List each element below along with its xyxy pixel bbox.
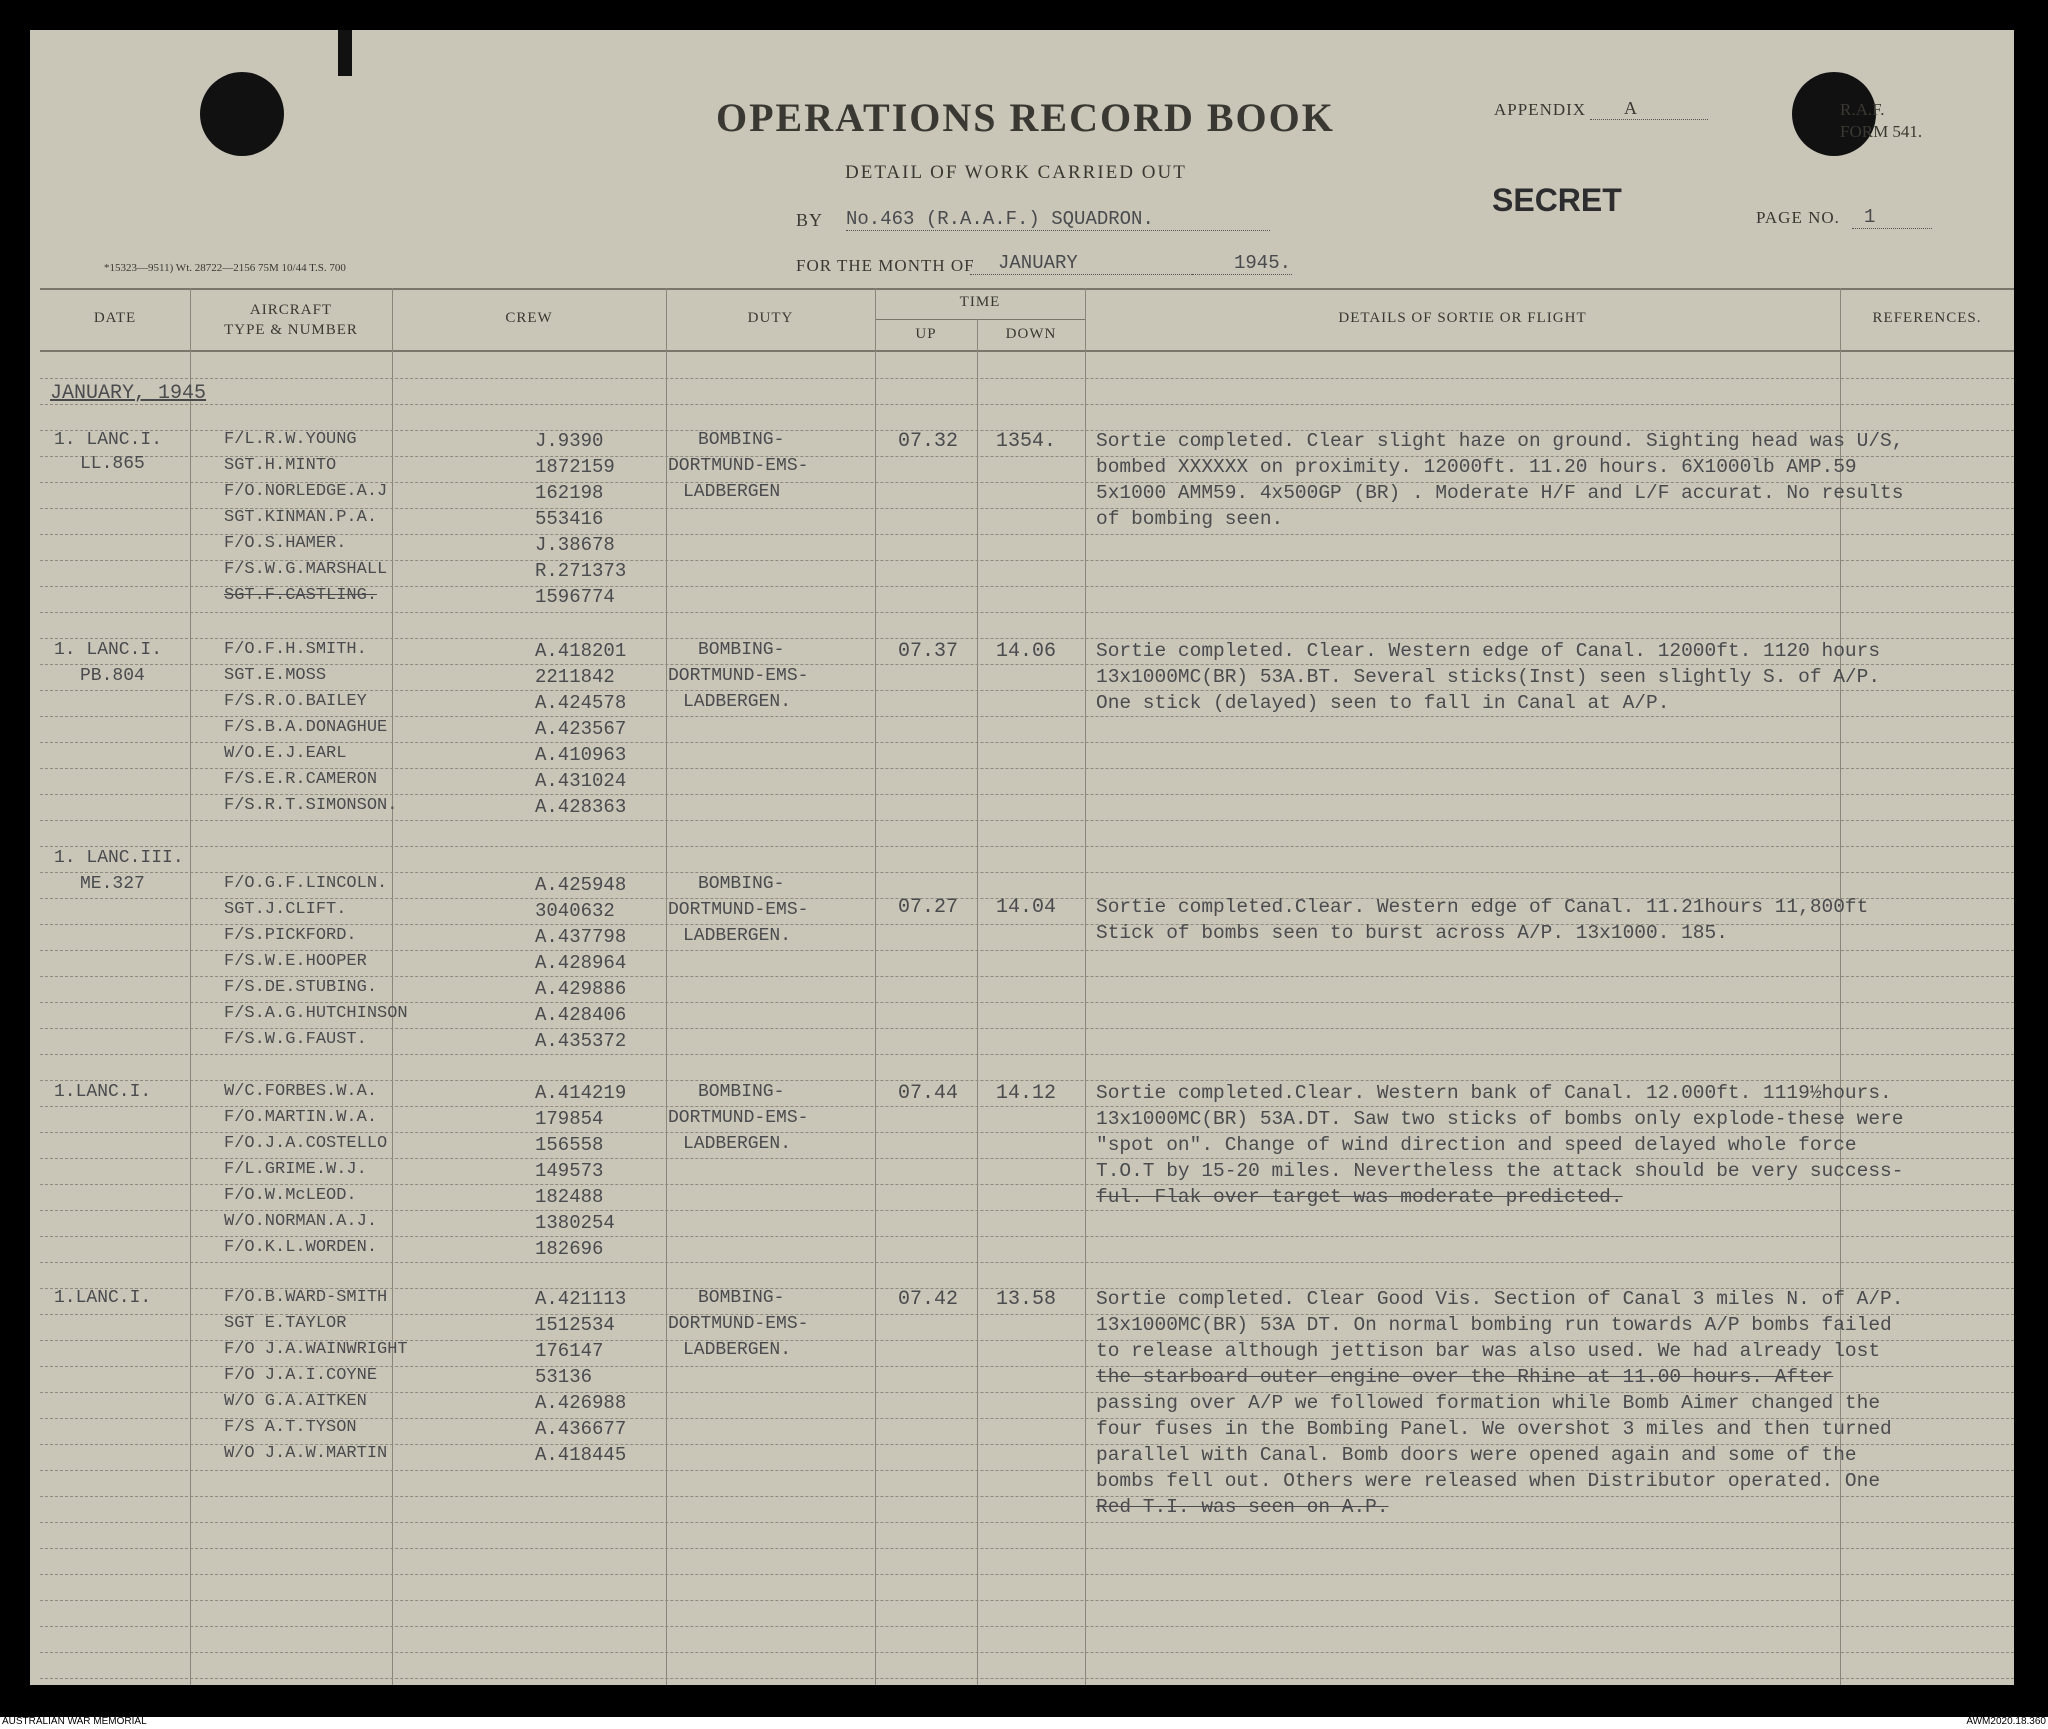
page-number-label: PAGE NO.	[1756, 208, 1840, 227]
time-up: 07.44	[898, 1082, 959, 1105]
duty-line: BOMBING-	[698, 430, 785, 450]
crew-name: F/S.B.A.DONAGHUE	[224, 718, 388, 737]
print-code: *15323—9511) Wt. 28722—2156 75M 10/44 T.S. 700	[104, 262, 346, 274]
crew-service-number: A.436677	[535, 1418, 627, 1440]
crew-name: F/O.W.McLEOD.	[224, 1186, 357, 1205]
duty-line: LADBERGEN.	[683, 692, 792, 712]
time-down: 13.58	[996, 1288, 1057, 1311]
crew-name: F/S.W.G.MARSHALL	[224, 560, 388, 579]
ruled-line	[40, 820, 2014, 821]
page-subtitle: DETAIL OF WORK CARRIED OUT	[845, 162, 1187, 183]
ruled-line	[40, 1210, 2014, 1211]
sortie-detail-line: Stick of bombs seen to burst across A/P. 13x1000. 185.	[1096, 922, 1728, 944]
ruled-line	[40, 1548, 2014, 1549]
col-divider	[392, 288, 393, 1685]
crew-service-number: A.418201	[535, 640, 627, 662]
ruled-line	[40, 1158, 2014, 1159]
time-up: 07.32	[898, 430, 959, 453]
ruled-line	[40, 1028, 2014, 1029]
crew-service-number: A.431024	[535, 770, 627, 792]
ruled-line	[40, 1054, 2014, 1055]
crew-name: SGT.H.MINTO	[224, 456, 337, 475]
ruled-line	[40, 872, 2014, 873]
ruled-line	[40, 1574, 2014, 1575]
time-down: 14.06	[996, 640, 1057, 663]
crew-service-number: 2211842	[535, 666, 615, 688]
ruled-line	[40, 638, 2014, 639]
ruled-line	[40, 976, 2014, 977]
sortie-detail-line: Sortie completed. Clear. Western edge of Canal. 12000ft. 1120 hours	[1096, 640, 1881, 662]
ruled-line	[40, 742, 2014, 743]
col-divider	[1085, 288, 1086, 1685]
ruled-line	[40, 794, 2014, 795]
duty-line: LADBERGEN.	[683, 926, 792, 946]
ruled-line	[40, 716, 2014, 717]
crew-name: F/O.J.A.COSTELLO	[224, 1134, 388, 1153]
col-divider	[666, 288, 667, 1685]
crew-name: F/S.A.G.HUTCHINSON	[224, 1004, 408, 1023]
crew-service-number: 553416	[535, 508, 604, 530]
crew-name: F/L.GRIME.W.J.	[224, 1160, 367, 1179]
crew-name: F/O J.A.I.COYNE	[224, 1366, 378, 1385]
ruled-line	[40, 846, 2014, 847]
ruled-line	[40, 1626, 2014, 1627]
crew-name: F/S.E.R.CAMERON	[224, 770, 378, 789]
crew-name: F/O.NORLEDGE.A.J	[224, 482, 388, 501]
column-header-details: DETAILS OF SORTIE OR FLIGHT	[1338, 310, 1587, 326]
crew-name: SGT.F.CASTLING.	[224, 586, 378, 605]
crew-name: W/O J.A.W.MARTIN	[224, 1444, 388, 1463]
crew-name: F/S.PICKFORD.	[224, 926, 357, 945]
sortie-detail-line: bombed XXXXXX on proximity. 12000ft. 11.20 hours. 6X1000lb AMP.59	[1096, 456, 1857, 478]
crew-name: W/C.FORBES.W.A.	[224, 1082, 378, 1101]
crew-service-number: 3040632	[535, 900, 615, 922]
crew-name: F/S.W.G.FAUST.	[224, 1030, 367, 1049]
entry-date-aircraft: 1.LANC.I.	[54, 1288, 152, 1308]
crew-service-number: 1872159	[535, 456, 615, 478]
raf-label: R.A.F.	[1840, 100, 1885, 119]
crew-service-number: 149573	[535, 1160, 604, 1182]
ruled-line	[40, 1600, 2014, 1601]
crew-service-number: 1596774	[535, 586, 615, 608]
entry-aircraft-number: PB.804	[80, 666, 145, 686]
month-label: FOR THE MONTH OF	[796, 256, 975, 275]
ruled-line	[40, 1106, 2014, 1107]
sortie-detail-line: One stick (delayed) seen to fall in Canal at A/P.	[1096, 692, 1670, 714]
page-title: OPERATIONS RECORD BOOK	[716, 95, 1335, 140]
sortie-detail-line: 5x1000 AMM59. 4x500GP (BR) . Moderate H/F and L/F accurat. No results	[1096, 482, 1904, 504]
sortie-detail-line: four fuses in the Bombing Panel. We overshot 3 miles and then turned	[1096, 1418, 1892, 1440]
duty-line: DORTMUND-EMS-	[668, 1314, 809, 1334]
record-sheet	[30, 30, 2014, 1685]
ruled-line	[40, 612, 2014, 613]
crew-service-number: A.425948	[535, 874, 627, 896]
duty-line: DORTMUND-EMS-	[668, 666, 809, 686]
crew-name: W/O.E.J.EARL	[224, 744, 347, 763]
crew-service-number: 1380254	[535, 1212, 615, 1234]
duty-line: BOMBING-	[698, 1288, 785, 1308]
col-divider	[190, 288, 191, 1685]
sortie-detail-line: Sortie completed. Clear Good Vis. Section of Canal 3 miles N. of A/P.	[1096, 1288, 1904, 1310]
crew-service-number: J.38678	[535, 534, 615, 556]
crew-name: F/O.S.HAMER.	[224, 534, 347, 553]
column-header-references: REFERENCES.	[1872, 310, 1982, 326]
entry-aircraft-number: ME.327	[80, 874, 145, 894]
crew-name: SGT.KINMAN.P.A.	[224, 508, 378, 527]
crew-name: F/O J.A.WAINWRIGHT	[224, 1340, 408, 1359]
sortie-detail-line: passing over A/P we followed formation while Bomb Aimer changed the	[1096, 1392, 1881, 1414]
crew-service-number: 176147	[535, 1340, 604, 1362]
form-number: FORM 541.	[1840, 122, 1923, 141]
crew-service-number: 182488	[535, 1186, 604, 1208]
archive-footer	[0, 1717, 2048, 1729]
crew-service-number: A.421113	[535, 1288, 627, 1310]
ruled-line	[40, 378, 2014, 379]
squadron-name: No.463 (R.A.A.F.) SQUADRON.	[846, 208, 1270, 231]
crew-service-number: 162198	[535, 482, 604, 504]
time-up: 07.27	[898, 896, 959, 919]
crew-service-number: A.410963	[535, 744, 627, 766]
appendix-value: A	[1590, 98, 1708, 120]
crew-name: F/O.MARTIN.W.A.	[224, 1108, 378, 1127]
duty-line: LADBERGEN.	[683, 1134, 792, 1154]
duty-line: LADBERGEN	[683, 482, 781, 502]
secret-stamp: SECRET	[1492, 182, 1622, 218]
sortie-detail-line: 13x1000MC(BR) 53A.DT. Saw two sticks of bombs only explode-these were	[1096, 1108, 1904, 1130]
crew-service-number: 53136	[535, 1366, 593, 1388]
ruled-line	[40, 664, 2014, 665]
entry-aircraft-number: LL.865	[80, 454, 145, 474]
crew-service-number: A.437798	[535, 926, 627, 948]
sortie-detail-line: bombs fell out. Others were released when Distributor operated. One	[1096, 1470, 1881, 1492]
crew-service-number: A.428406	[535, 1004, 627, 1026]
ruled-line	[40, 690, 2014, 691]
crew-service-number: A.428363	[535, 796, 627, 818]
crew-service-number: A.428964	[535, 952, 627, 974]
duty-line: BOMBING-	[698, 1082, 785, 1102]
crew-service-number: J.9390	[535, 430, 604, 452]
column-header-duty: DUTY	[747, 310, 794, 326]
column-header-aircraft: AIRCRAFT	[249, 302, 333, 318]
sortie-detail-line: T.O.T by 15-20 miles. Nevertheless the attack should be very success-	[1096, 1160, 1904, 1182]
ruled-line	[40, 1496, 2014, 1497]
archive-reference: AWM2020.18.360	[1966, 1716, 2046, 1727]
crew-service-number: A.423567	[535, 718, 627, 740]
column-header-time: TIME	[959, 294, 1001, 310]
month-heading: JANUARY, 1945	[50, 382, 207, 405]
ruled-line	[40, 1262, 2014, 1263]
duty-line: DORTMUND-EMS-	[668, 1108, 809, 1128]
crew-name: W/O G.A.AITKEN	[224, 1392, 367, 1411]
ruled-line	[40, 1080, 2014, 1081]
time-up: 07.37	[898, 640, 959, 663]
crew-service-number: A.435372	[535, 1030, 627, 1052]
col-divider	[875, 288, 876, 1685]
crew-service-number: A.414219	[535, 1082, 627, 1104]
time-down: 14.12	[996, 1082, 1057, 1105]
appendix-label: APPENDIX	[1494, 100, 1587, 119]
crew-service-number: 182696	[535, 1238, 604, 1260]
crew-name: F/S.W.E.HOOPER	[224, 952, 367, 971]
sortie-detail-line: 13x1000MC(BR) 53A DT. On normal bombing run towards A/P bombs failed	[1096, 1314, 1892, 1336]
sortie-detail-line: the starboard outer engine over the Rhine at 11.00 hours. After	[1096, 1366, 1834, 1388]
crew-name: W/O.NORMAN.A.J.	[224, 1212, 378, 1231]
sortie-detail-line: Sortie completed.Clear. Western edge of Canal. 11.21hours 11,800ft	[1096, 896, 1869, 918]
duty-line: BOMBING-	[698, 640, 785, 660]
page-number-value: 1	[1852, 206, 1932, 229]
sortie-detail-line: Sortie completed. Clear slight haze on ground. Sighting head was U/S,	[1096, 430, 1904, 452]
crew-name: F/S.DE.STUBING.	[224, 978, 378, 997]
month-value: JANUARY	[970, 252, 1192, 275]
crew-service-number: A.418445	[535, 1444, 627, 1466]
entry-date-aircraft: 1.LANC.I.	[54, 1082, 152, 1102]
crew-name: F/O.B.WARD-SMITH	[224, 1288, 388, 1307]
sortie-detail-line: to release although jettison bar was also used. We had already lost	[1096, 1340, 1881, 1362]
time-up: 07.42	[898, 1288, 959, 1311]
crew-service-number: A.424578	[535, 692, 627, 714]
crew-name: F/O.F.H.SMITH.	[224, 640, 367, 659]
table-header-rule	[40, 350, 2014, 352]
crew-name: F/S.R.T.SIMONSON.	[224, 796, 398, 815]
entry-date-aircraft: 1. LANC.III.	[54, 848, 184, 868]
crew-service-number: A.426988	[535, 1392, 627, 1414]
entry-date-aircraft: 1. LANC.I.	[54, 640, 163, 660]
ruled-line	[40, 1236, 2014, 1237]
time-down: 1354.	[996, 430, 1057, 453]
duty-line: DORTMUND-EMS-	[668, 900, 809, 920]
duty-line: DORTMUND-EMS-	[668, 456, 809, 476]
sortie-detail-line: 13x1000MC(BR) 53A.BT. Several sticks(Inst) seen slightly S. of A/P.	[1096, 666, 1881, 688]
crew-name: SGT E.TAYLOR	[224, 1314, 347, 1333]
entry-date-aircraft: 1. LANC.I.	[54, 430, 163, 450]
sortie-detail-line: "spot on". Change of wind direction and speed delayed whole force	[1096, 1134, 1857, 1156]
ruled-line	[40, 404, 2014, 405]
duty-line: LADBERGEN.	[683, 1340, 792, 1360]
column-header-up: UP	[915, 326, 937, 342]
by-label: BY	[796, 210, 824, 230]
sortie-detail-line: Red T.I. was seen on A.P.	[1096, 1496, 1389, 1518]
archive-name: AUSTRALIAN WAR MEMORIAL	[2, 1716, 147, 1727]
time-subheader-rule	[875, 319, 1085, 320]
crew-name: SGT.J.CLIFT.	[224, 900, 347, 919]
hanging-tab	[338, 30, 352, 76]
ruled-line	[40, 768, 2014, 769]
crew-name: F/L.R.W.YOUNG	[224, 430, 357, 449]
ruled-line	[40, 1132, 2014, 1133]
ruled-line	[40, 1002, 2014, 1003]
crew-service-number: 1512534	[535, 1314, 615, 1336]
sortie-detail-line: ful. Flak over target was moderate predicted.	[1096, 1186, 1623, 1208]
crew-name: F/S.R.O.BAILEY	[224, 692, 367, 711]
crew-service-number: 179854	[535, 1108, 604, 1130]
column-header-date: DATE	[93, 310, 137, 326]
ruled-line	[40, 950, 2014, 951]
table-top-rule	[40, 288, 2014, 290]
ruled-line	[40, 1184, 2014, 1185]
crew-service-number: R.271373	[535, 560, 627, 582]
crew-name: F/S A.T.TYSON	[224, 1418, 357, 1437]
column-header-down: DOWN	[1005, 326, 1057, 342]
crew-name: SGT.E.MOSS	[224, 666, 327, 685]
crew-name: F/O.K.L.WORDEN.	[224, 1238, 378, 1257]
crew-name: F/O.G.F.LINCOLN.	[224, 874, 388, 893]
column-header-crew: CREW	[505, 310, 553, 326]
sortie-detail-line: of bombing seen.	[1096, 508, 1284, 530]
time-down: 14.04	[996, 896, 1057, 919]
year-value: 1945.	[1192, 252, 1292, 275]
ruled-line	[40, 1522, 2014, 1523]
sortie-detail-line: Sortie completed.Clear. Western bank of Canal. 12.000ft. 1119½hours.	[1096, 1082, 1892, 1104]
duty-line: BOMBING-	[698, 874, 785, 894]
punch-hole-left	[200, 72, 284, 156]
crew-service-number: A.429886	[535, 978, 627, 1000]
crew-service-number: 156558	[535, 1134, 604, 1156]
ruled-line	[40, 1652, 2014, 1653]
ruled-line	[40, 1678, 2014, 1679]
sortie-detail-line: parallel with Canal. Bomb doors were opened again and some of the	[1096, 1444, 1857, 1466]
column-header-aircraft-type: TYPE & NUMBER	[224, 322, 358, 338]
